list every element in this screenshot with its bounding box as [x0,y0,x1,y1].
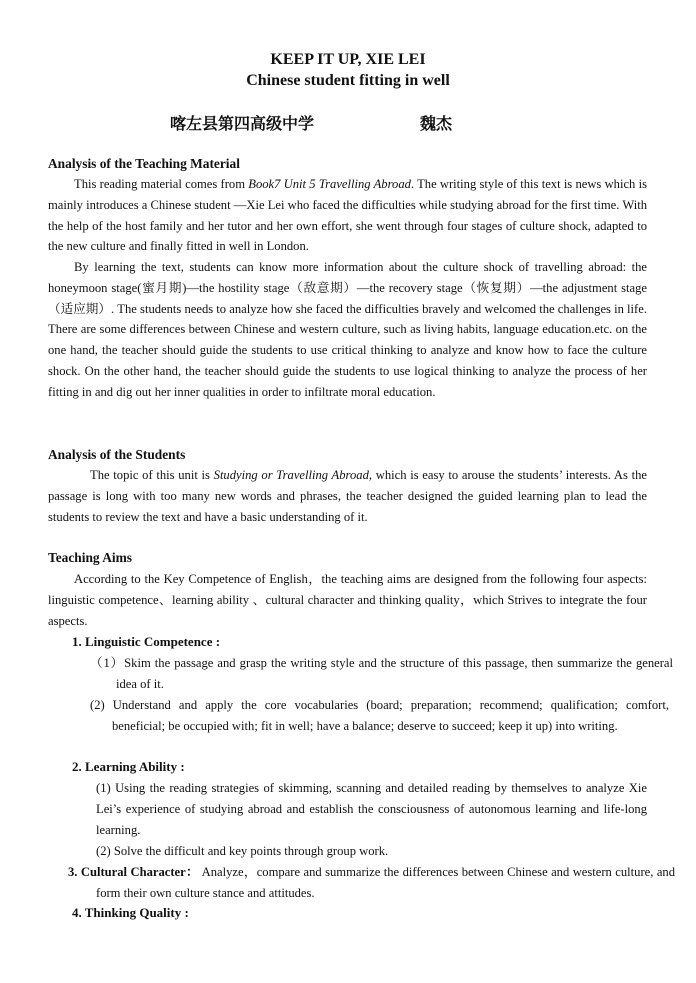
students-text-a: The topic of this unit is [90,468,214,482]
aim-linguistic-competence: 1. Linguistic Competence : [72,634,221,649]
aim-learning-sub-1: (1) Using the reading strategies of skimming, scanning and detailed reading by themselves to analyze Xie Lei’s experience of studying abroad and establish the consciousness of autonomous learning and life-long learning. [96,781,647,837]
heading-students: Analysis of the Students [48,447,186,462]
material-paragraph-1 [48,174,647,257]
school-name: 喀左县第四高级中学 [170,116,315,133]
aim-linguistic-sub-1: （1）Skim the passage and grasp the writing style and the structure of this passage, then summarize the general idea of it. [90,656,673,691]
aim-learning-sub-2: (2) Solve the difficult and key points through group work. [96,844,389,858]
document-title: KEEP IT UP, XIE LEI [270,51,426,68]
aim-cultural-character [68,862,675,904]
document-subtitle: Chinese student fitting in well [246,72,450,89]
material-paragraph-2: By learning the text, students can know more information about the culture shock of travelling abroad: the honeymoon stage(蜜月期)—the hostility stage（敌意期）—the recovery stage（恢复期）—the adjustment stage（适应期）. The students needs to analyze how she faced the difficulties bravely and welcomed the challenges in life. There are some differences between Chinese and western culture, such as living habits, language education.etc. on the one hand, the teacher should guide the students to use critical thinking to analyze and know how to face the culture shock. On the other hand, the teacher should guide the students to use logical thinking to analyze the process of her fitting in and dig out her inner qualities in order to infiltrate moral education. [48,260,647,399]
students-text-b: which is easy to arouse the students’ interests. As the passage is long with too many new words and phrases, the teacher designed the guided learning plan to lead the students to review the text and have a basic understanding of it. [48,468,647,524]
aim-linguistic-sub-2: (2) Understand and apply the core vocabularies (board; preparation; recommend; qualification; comfort, beneficial; be occupied with; fit in well; have a balance; deserve to succeed; keep it up) into writing. [90,698,669,733]
aim-thinking-quality: 4. Thinking Quality : [72,905,189,920]
aims-intro: According to the Key Competence of English，the teaching aims are designed from the following four aspects: linguistic competence、learning ability 、cultural character and thinking quality，which Strives to integrate the four aspects. [48,572,647,628]
aim-learning-ability: 2. Learning Ability : [72,759,185,774]
material-p1-text-b: . The writing style of this text is news which is mainly introduces a Chinese student —Xie Lei who faced the difficulties while studying abroad for the first time. With the help of the host family and her tutor and her own effort, she went through four stages of culture shock, adapted to the new culture and finally fitted in well in London. [48,177,647,254]
author-name: 魏杰 [420,116,453,133]
aim-cultural-label: 3. Cultural Character： [68,865,199,879]
aim-cultural-text: Analyze，compare and summarize the differences between Chinese and western culture, and form their own culture stance and attitudes. [96,865,676,900]
material-p1-text-a: This reading material comes from [74,177,249,191]
heading-teaching-material: Analysis of the Teaching Material [48,156,240,171]
students-paragraph [48,465,647,527]
heading-teaching-aims: Teaching Aims [48,550,132,565]
students-unit-topic: Studying or Travelling Abroad, [213,468,373,482]
material-p1-book-title: Book7 Unit 5 Travelling Abroad [248,177,411,191]
